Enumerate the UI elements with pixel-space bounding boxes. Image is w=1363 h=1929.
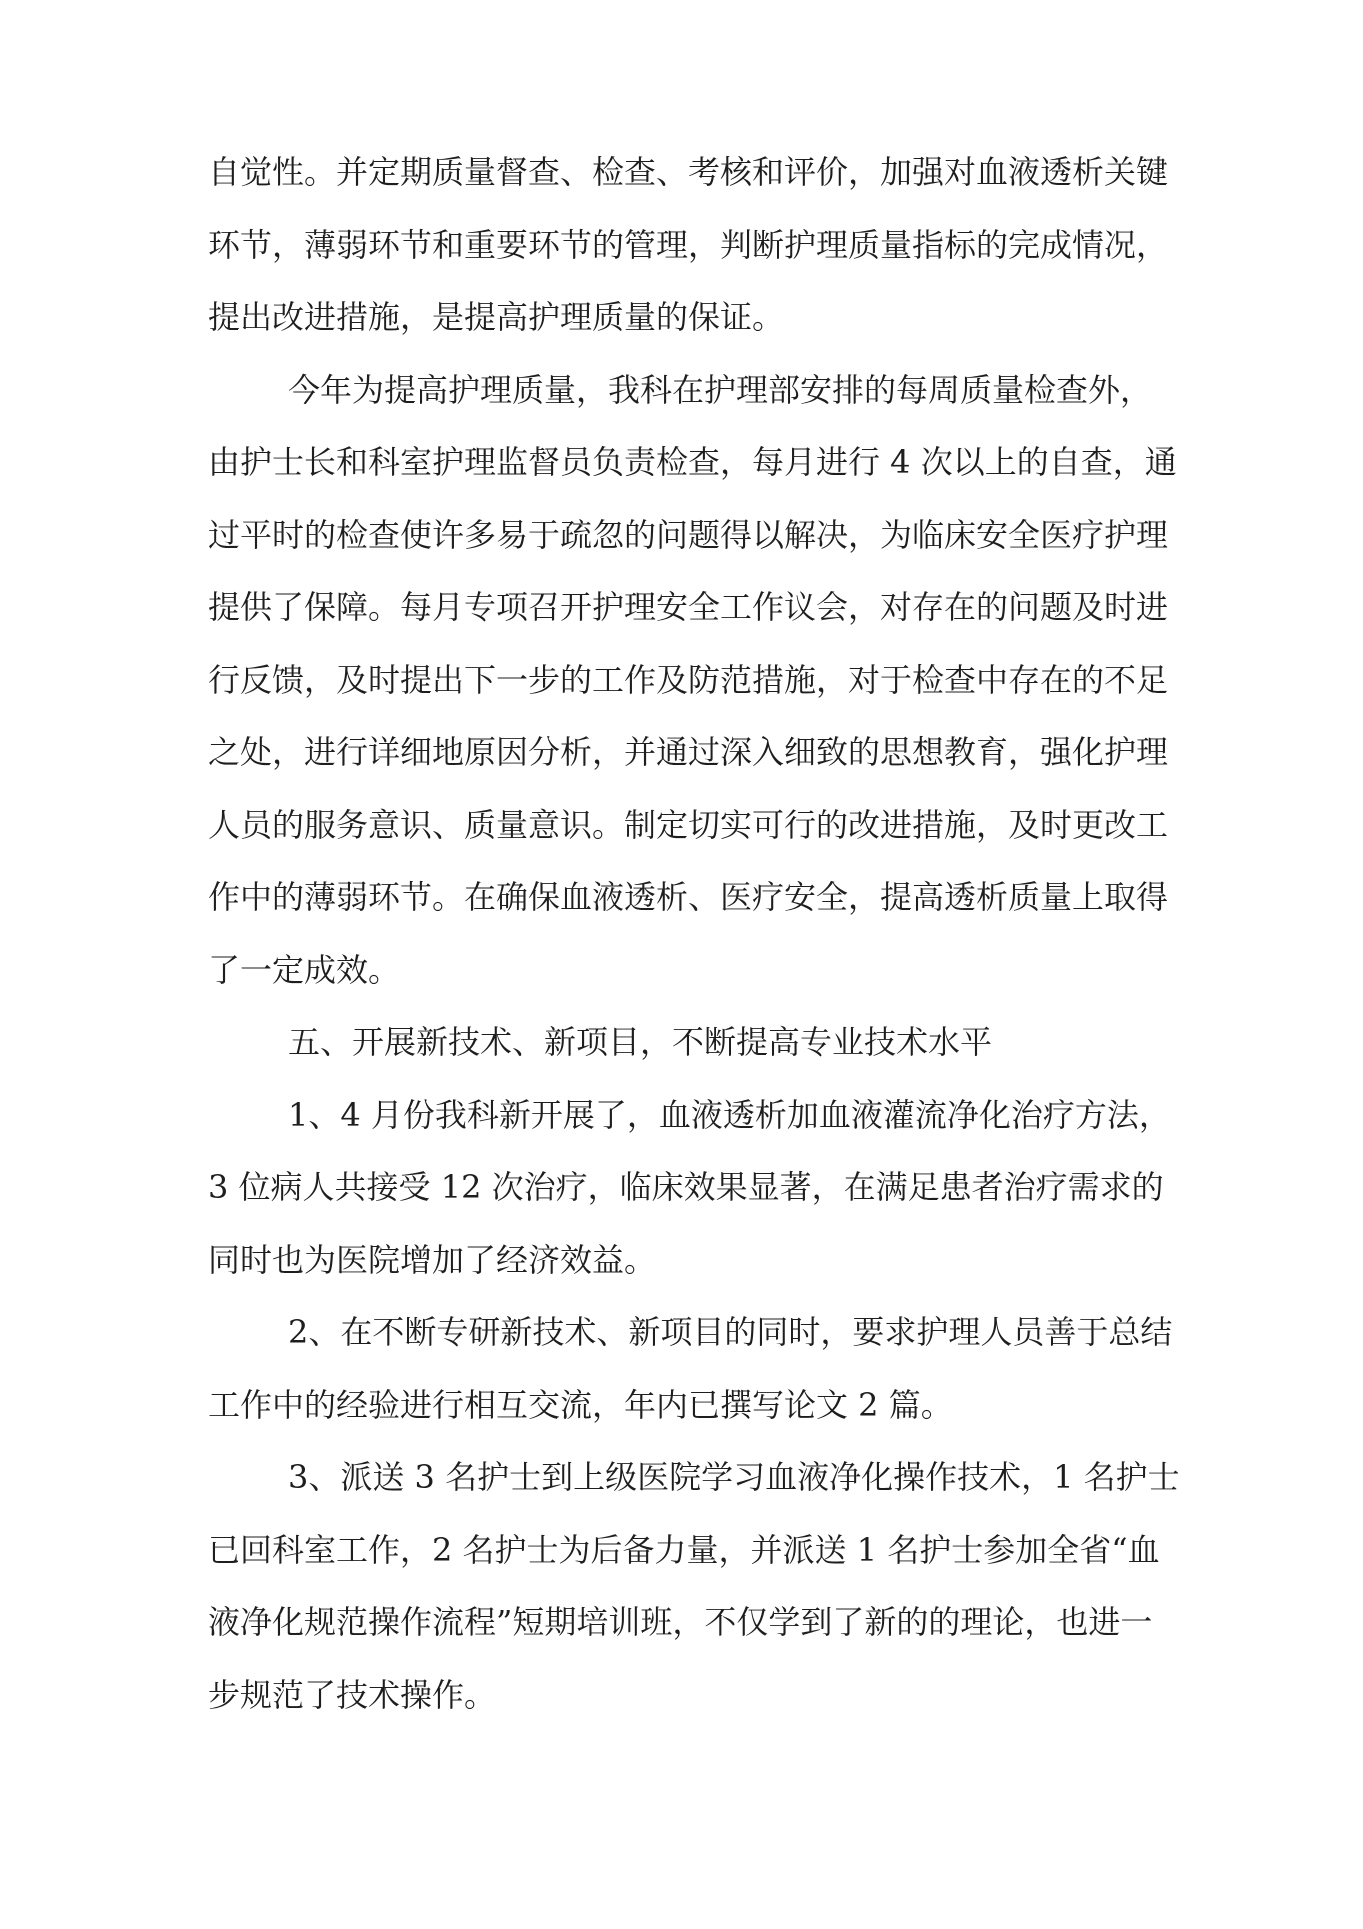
section-heading-new-technology: 五、开展新技术、新项目，不断提高专业技术水平 [288, 1023, 993, 1061]
document-body [208, 136, 1180, 1731]
list-item-2: 2、在不断专研新技术、新项目的同时，要求护理人员善于总结 工作中的经验进行相互交流，年内已撰写论文 2 篇。 [208, 1313, 1173, 1424]
list-item-3: 3、派送 3 名护士到上级医院学习血液净化操作技术，1 名护士 已回科室工作，2 名护士为后备力量，并派送 1 名护士参加全省“血 液净化规范操作流程”短期培训班，不仅学到了新的的理论，也进一 步规范了技术操作。 [208, 1458, 1180, 1714]
paragraph-quality-supervision: 自觉性。并定期质量督查、检查、考核和评价，加强对血液透析关键 环节，薄弱环节和重要环节的管理，判断护理质量指标的完成情况， 提出改进措施，是提高护理质量的保证。 [208, 153, 1169, 336]
list-item-1: 1、4 月份我科新开展了，血液透析加血液灌流净化治疗方法， 3 位病人共接受 12 次治疗，临床效果显著，在满足患者治疗需求的 同时也为医院增加了经济效益。 [208, 1095, 1171, 1279]
paragraph-quality-inspection: 今年为提高护理质量，我科在护理部安排的每周质量检查外， 由护士长和科室护理监督员负责检查，每月进行 4 次以上的自查，通 过平时的检查使许多易于疏忽的问题得以解决，为临床安全医疗护理 提供了保障。每月专项召开护理安全工作议会，对存在的问题及时进 行反馈，及时提出下一步的工作及防范措施，对于检查中存在的不足 之处，进行详细地原因分析，并通过深入细致的思想教育，强化护理 人员的服务意识、质量意识。制定切实可行的改进措施，及时更改工 作中的薄弱环节。在确保血液透析、医疗安全，提高透析质量上取得 了一定成效。 [208, 370, 1177, 989]
